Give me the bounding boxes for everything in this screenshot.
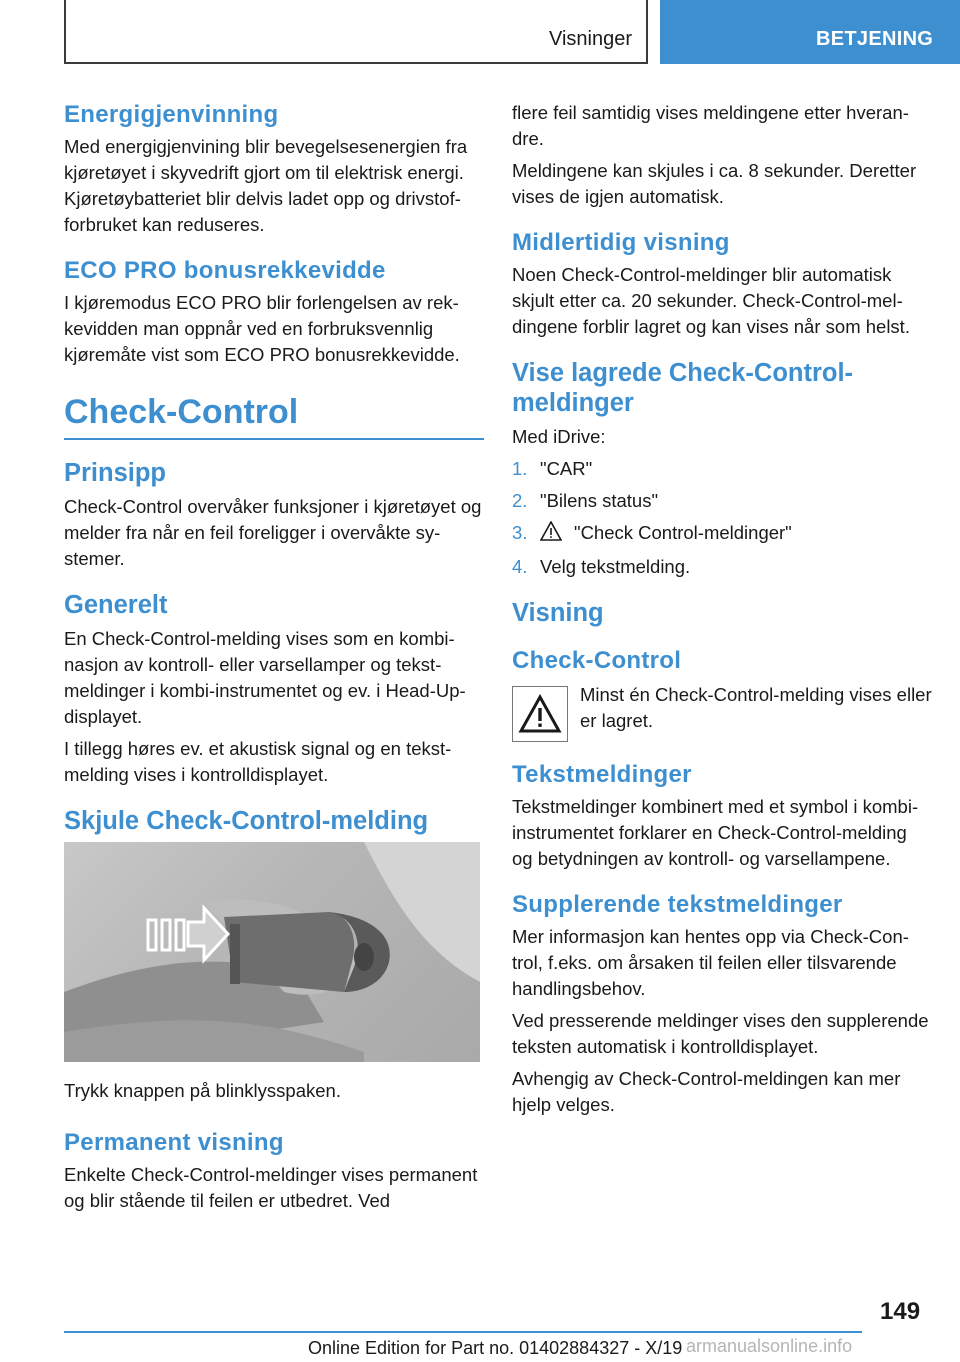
text-eco-pro: I kjøremodus ECO PRO blir forlengelsen av rekkevidden man oppnår ved en forbruksvennlig kjøremåte vist som ECO PRO bonusrekkevidde. [64, 292, 460, 365]
header-section-title: Visninger [549, 28, 633, 50]
text-generelt-1: En Check-Control-melding vises som en kombinasjon av kontroll- eller varsellamper og tekstmeldinger i kombi-instrumentet og ev. i Head-Up-displayet. [64, 628, 466, 727]
text-supplerende-3: Avhengig av Check-Control-meldingen kan mer hjelp velges. [512, 1068, 901, 1115]
chapter-title-check-control: Check-Control [64, 392, 484, 440]
text-generelt-2: I tillegg høres ev. et akustisk signal og en tekstmelding vises i kontrolldisplayet. [64, 738, 452, 785]
heading-permanent: Permanent visning [64, 1129, 284, 1156]
text-energigjenvinning: Med energigjenvining blir bevegelsesenergien fra kjøretøyet i skyvedrift gjort om til elektrisk energi. Kjøretøybatteriet blir delvis ladet opp og drivstofforbruket kan reduseres. [64, 136, 468, 235]
left-column [64, 100, 484, 1220]
text-check-control-symbol: Minst én Check-Control-melding vises eller er lagret. [580, 684, 932, 731]
text-supplerende-1: Mer informasjon kan hentes opp via Check-Control, f.eks. om årsaken til feilen eller tilsvarende handlingsbehov. [512, 926, 909, 999]
footer-edition: Online Edition for Part no. 01402884327 - X/19 [308, 1338, 683, 1358]
heading-supplerende: Supplerende tekstmeldinger [512, 891, 843, 918]
heading-eco-pro: ECO PRO bonusrekkevidde [64, 257, 386, 284]
list-item: 3. "Check Control-meldinger" [512, 520, 932, 548]
list-item: 1. "CAR" [512, 458, 593, 479]
heading-tekstmeldinger: Tekstmeldinger [512, 761, 692, 788]
text-prinsipp: Check-Control overvåker funksjoner i kjøretøyet og melder fra når en feil foreligger i overvåkte systemer. [64, 496, 482, 569]
text-midlertidig: Noen Check-Control-meldinger blir automatisk skjult etter ca. 20 sekunder. Check-Control-meldingene forblir lagret og kan vises når som helst. [512, 264, 910, 337]
warning-triangle-icon [540, 521, 562, 548]
steps-list [512, 456, 932, 580]
text-permanent: Enkelte Check-Control-meldinger vises permanent og blir stående til feilen er utbedret. Ved [64, 1164, 478, 1211]
text-vise-intro: Med iDrive: [512, 426, 606, 447]
heading-midlertidig: Midlertidig visning [512, 229, 730, 256]
footer-divider [64, 1331, 862, 1333]
push-button-arrow-icon [64, 842, 480, 1062]
heading-check-control-symbol: Check-Control [512, 647, 682, 674]
heading-skjule: Skjule Check-Control-melding [64, 807, 429, 835]
list-item: 4. Velg tekstmelding. [512, 556, 691, 577]
heading-generelt: Generelt [64, 591, 168, 619]
text-tekstmeldinger: Tekstmeldinger kombinert med et symbol i kombi-instrumentet forklarer en Check-Control-melding og betydningen av kontroll- og varsellampene. [512, 796, 919, 869]
caption-skjule: Trykk knappen på blinklysspaken. [64, 1080, 341, 1101]
symbol-row [512, 682, 932, 742]
header-chapter-tab: BETJENING [660, 0, 960, 64]
text-supplerende-2: Ved presserende meldinger vises den supplerende teksten automatisk i kontrolldisplayet. [512, 1010, 929, 1057]
heading-vise-lagrede: Vise lagrede Check-Control-meldinger [512, 359, 854, 417]
turn-signal-lever-illustration [64, 842, 480, 1062]
right-column [512, 100, 932, 1124]
text-continued-1: flere feil samtidig vises meldingene etter hverandre. [512, 102, 909, 149]
page-number: 149 [880, 1298, 921, 1325]
footer-watermark: armanualsonline.info [686, 1336, 853, 1356]
heading-prinsipp: Prinsipp [64, 459, 167, 487]
heading-energigjenvinning: Energigjenvinning [64, 101, 279, 128]
list-item: 2. "Bilens status" [512, 490, 659, 511]
warning-triangle-icon [512, 686, 568, 742]
heading-visning: Visning [512, 599, 604, 627]
text-continued-2: Meldingene kan skjules i ca. 8 sekunder. Deretter vises de igjen automatisk. [512, 160, 917, 207]
